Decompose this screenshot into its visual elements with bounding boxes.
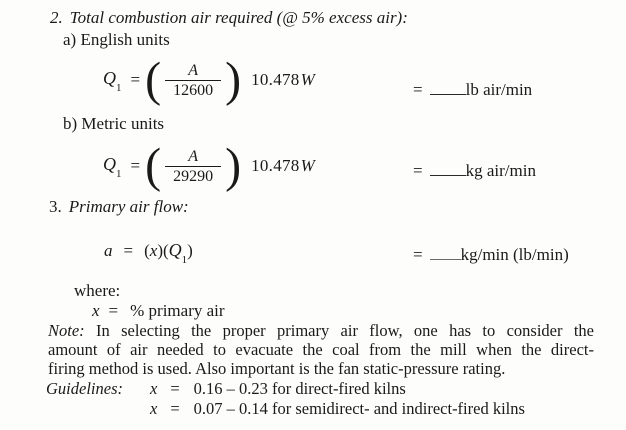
variable-w: W — [300, 156, 316, 175]
variable-x: x — [150, 379, 158, 398]
fraction-numerator: A — [188, 147, 198, 165]
fraction-bar — [165, 166, 221, 167]
blank-line — [430, 246, 461, 260]
coefficient: 10.478W — [251, 70, 316, 89]
note-line-2: amount of air needed to evacuate the coal from the mill when the direct- — [48, 340, 594, 359]
sub-b-label: b) Metric units — [63, 114, 165, 133]
where-label: where: — [74, 281, 121, 300]
coefficient: 10.478W — [251, 156, 316, 175]
result-english — [413, 80, 532, 100]
variable-a: a — [104, 241, 113, 260]
guideline-text: 0.07 – 0.14 for semidirect- and indirect-fired kilns — [193, 399, 525, 418]
guidelines-label: Guidelines: — [46, 379, 123, 398]
result-unit: lb air/min — [465, 80, 533, 99]
fraction-numerator: A — [188, 61, 198, 79]
equals-sign: = — [413, 80, 423, 99]
q1-symbol: $Q_1$ — [103, 154, 122, 180]
note-paragraph — [48, 321, 594, 378]
open-paren: ( — [144, 241, 150, 260]
result-metric — [413, 161, 536, 181]
note-line-3: firing method is used. Also important is the fan static-pressure rating. — [48, 359, 506, 378]
close-paren: ) — [225, 52, 242, 107]
item-3-heading — [49, 197, 189, 217]
result-primary-air — [413, 245, 569, 265]
paren-mid: )( — [157, 241, 169, 260]
fraction-a-over-12600 — [162, 62, 224, 99]
guideline-text: 0.16 – 0.23 for direct-fired kilns — [193, 379, 406, 398]
close-paren: ) — [187, 241, 193, 260]
equals-sign: = — [130, 70, 141, 89]
equals-sign: = — [413, 161, 423, 180]
equals-sign: = — [170, 399, 180, 418]
equals-sign: = — [170, 379, 180, 398]
guideline-row-2 — [150, 399, 525, 419]
note-label: Note: — [48, 321, 85, 340]
item-2-title: Total combustion air required (@ 5% excess air): — [69, 8, 408, 27]
item-2-heading — [50, 8, 408, 28]
blank-line — [430, 162, 466, 176]
variable-x: x — [92, 301, 100, 320]
result-unit: kg/min (lb/min) — [460, 245, 569, 264]
open-paren: ( — [145, 52, 162, 107]
definition-text: % primary air — [130, 301, 225, 320]
equals-sign: = — [108, 301, 119, 320]
close-paren: ) — [225, 138, 242, 193]
item-3-title: Primary air flow: — [68, 197, 189, 216]
item-2-number: 2. — [50, 8, 63, 27]
guideline-row-1 — [150, 379, 406, 399]
where-definition — [92, 301, 225, 321]
open-paren: ( — [145, 138, 162, 193]
result-unit: kg air/min — [465, 161, 536, 180]
formula-q1-metric — [103, 140, 315, 192]
fraction-denominator: 29290 — [173, 167, 214, 185]
variable-x: x — [149, 241, 158, 260]
equals-sign: = — [130, 156, 141, 175]
variable-x: x — [150, 399, 158, 418]
variable-w: W — [300, 70, 316, 89]
item-3-number: 3. — [49, 197, 62, 216]
q1-symbol: $Q_1$ — [168, 240, 188, 266]
q1-symbol: $Q_1$ — [103, 68, 122, 94]
sub-a-label: a) English units — [63, 30, 170, 49]
fraction-bar — [165, 80, 221, 81]
formula-primary-air — [104, 240, 193, 264]
fraction-denominator: 12600 — [173, 81, 214, 99]
equals-sign: = — [413, 245, 423, 264]
fraction-a-over-29290 — [162, 148, 224, 185]
formula-q1-english — [103, 54, 315, 106]
blank-line — [430, 81, 466, 95]
equals-sign: = — [123, 241, 134, 260]
note-line-1: Note: In selecting the proper primary air flow, one has to consider the — [48, 321, 594, 340]
